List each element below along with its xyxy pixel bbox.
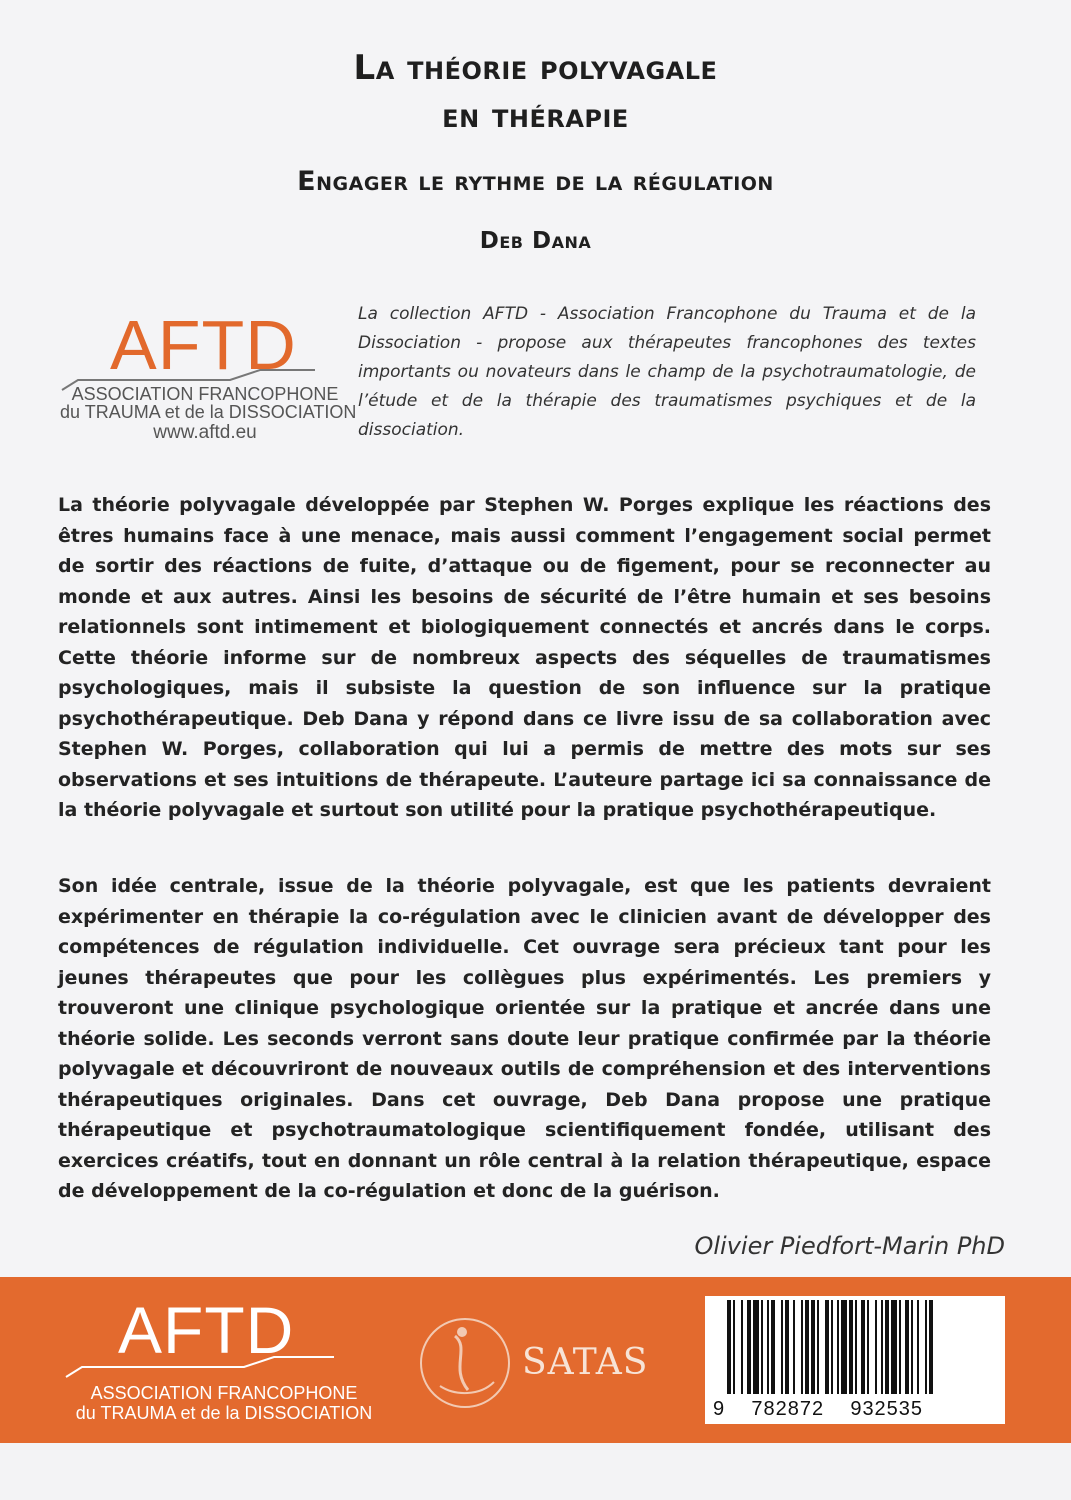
barcode-bar — [785, 1300, 789, 1394]
barcode-bar — [837, 1300, 839, 1394]
title-line-2: en thérapie — [442, 96, 629, 136]
barcode-bar — [885, 1300, 889, 1394]
barcode-bar — [781, 1300, 783, 1394]
barcode-bar — [811, 1300, 815, 1394]
aftd-logo-assoc-line-1: ASSOCIATION FRANCOPHONE — [71, 384, 339, 404]
barcode-bar — [861, 1300, 865, 1394]
barcode-bar — [917, 1300, 919, 1394]
barcode-bar — [771, 1300, 775, 1394]
barcode-bar — [905, 1300, 909, 1394]
subtitle: Engager le rythme de la régulation — [297, 166, 774, 197]
barcode-bar — [753, 1300, 759, 1394]
barcode-bar — [805, 1300, 809, 1394]
barcode-bar — [841, 1300, 847, 1394]
satas-logo — [410, 1308, 660, 1418]
satas-emblem-icon — [410, 1308, 520, 1418]
barcode-bar — [867, 1300, 869, 1394]
body-paragraph-2: Son idée centrale, issue de la théorie polyvagale, est que les patients devraient expérimenter en thérapie la co-régulation avec le clinicien avant de développer des compétences de régulation individuelle. Cet ouvrage sera précieux tant pour les jeunes thérapeutes que pour les collègues plus expérimentés. Les premiers y trouveront une clinique psychologique orientée sur la pratique et ancrée dans une théorie solide. Les seconds verront sans doute leur pratique confirmée par la théorie polyvagale et découvriront de nouveaux outils de compréhension et des interventions thérapeutiques originales. Dans cet ouvrage, Deb Dana propose une pratique thérapeutique et psychotraumatologique scientifiquement fondée, utilisant des exercices créatifs, tout en donnant un rôle central à la relation thérapeutique, espace de développement de la co-régulation et donc de la guérison. — [58, 875, 991, 1202]
footer-aftd-assoc-line-2: du TRAUMA et de la DISSOCIATION — [75, 1403, 373, 1423]
barcode-bar — [899, 1300, 901, 1394]
footer-aftd-assoc-line-1: ASSOCIATION FRANCOPHONE — [90, 1383, 358, 1403]
barcode-bar — [817, 1300, 819, 1394]
aftd-logo-url: www.aftd.eu — [153, 422, 257, 443]
barcode-bar — [925, 1300, 927, 1394]
isbn-number: 9 782872 932535 — [713, 1398, 924, 1420]
barcode-bar — [831, 1300, 833, 1394]
signature: Olivier Piedfort-Marin PhD — [694, 1232, 1005, 1260]
title-line-1: La théorie polyvagale — [353, 48, 718, 88]
barcode-bar — [855, 1300, 857, 1394]
satas-label: SATAS — [522, 1342, 649, 1383]
barcode-bar — [741, 1300, 743, 1394]
footer-aftd-logo — [64, 1293, 384, 1427]
author-name: Deb Dana — [479, 228, 592, 254]
barcode-bar — [747, 1300, 751, 1394]
footer-aftd-letters: AFTD — [118, 1293, 295, 1367]
aftd-logo — [60, 306, 357, 445]
barcode-bar — [929, 1300, 933, 1394]
barcode-bar — [911, 1300, 913, 1394]
barcode-bar — [825, 1300, 829, 1394]
barcode-bar — [881, 1300, 883, 1394]
barcode-bar — [727, 1300, 731, 1394]
barcode-bar — [849, 1300, 853, 1394]
barcode-bar — [733, 1300, 735, 1394]
bottom-edge — [0, 1443, 1071, 1500]
barcode-bar — [761, 1300, 763, 1394]
barcode-bar — [875, 1300, 877, 1394]
footer-aftd-swoosh-icon — [64, 1349, 384, 1379]
barcode-bar — [891, 1300, 897, 1394]
barcode-bar — [793, 1300, 795, 1394]
collection-description: La collection AFTD - Association Francophone du Trauma et de la Dissociation - propose aux thérapeutes francophones des textes importants ou novateurs dans le champ de la psychotraumatologie, de l’étude et de la thérapie des traumatismes psychiques et de la dissociation. — [358, 304, 976, 440]
barcode-bars-icon — [705, 1300, 1005, 1400]
aftd-logo-assoc-line-2: du TRAUMA et de la DISSOCIATION — [60, 402, 357, 422]
barcode-bar — [801, 1300, 803, 1394]
aftd-logo-letters: AFTD — [110, 306, 297, 384]
body-paragraph-1: La théorie polyvagale développée par Stephen W. Porges explique les réactions des êtres humains face à une menace, mais aussi comment l’engagement social permet de sortir des réactions de fuite, d’attaque ou de figement, pour se reconnecter au monde et aux autres. Ainsi les besoins de sécurité de l’être humain et ses besoins relationnels sont intimement et biologiquement connectés et ancrés dans le corps. Cette théorie informe sur de nombreux aspects des séquelles de traumatismes psychologiques, mais il subsiste la question de son influence sur la pratique psychothérapeutique. Deb Dana y répond dans ce livre issu de sa collaboration avec Stephen W. Porges, collaboration qui lui a permis de mettre des mots sur ses observations et ses intuitions de thérapeute. L’auteure partage ici sa connaissance de la théorie polyvagale et surtout son utilité pour la pratique psychothérapeutique. — [58, 494, 991, 821]
barcode-bar — [767, 1300, 769, 1394]
